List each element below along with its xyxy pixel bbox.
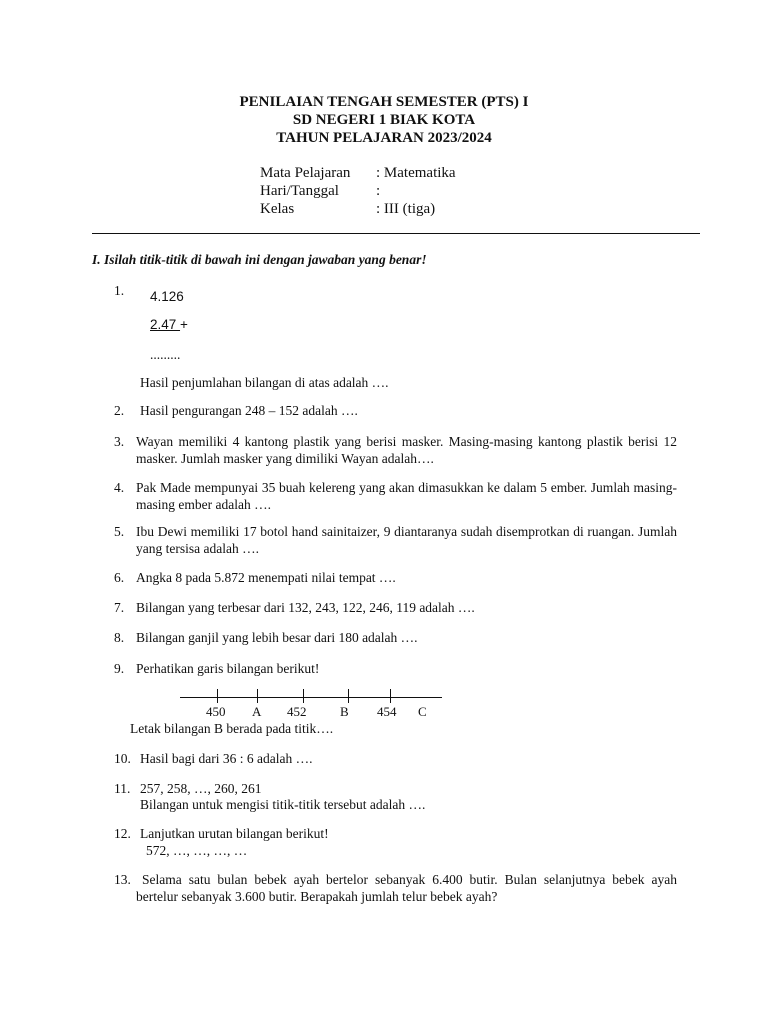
number-line-tick <box>217 689 218 703</box>
q13-text: Selama satu bulan bebek ayah bertelor sebanyak 6.400 butir. Bulan selanjutnya bebek ayah bertelur sebanyak 3.600 butir. Berapakah jumlah telur bebek ayah? <box>136 872 677 904</box>
subject-label: Mata Pelajaran <box>260 165 351 181</box>
q1-answer-dots: ......... <box>150 347 181 362</box>
number-line-label: 450 <box>206 704 226 719</box>
number-line-label: B <box>340 704 349 719</box>
q6-number: 6. <box>114 570 125 585</box>
number-line-tick <box>257 689 258 703</box>
number-line-label: C <box>418 704 427 719</box>
class-label: Kelas <box>260 201 295 217</box>
q1-number: 1. <box>114 283 125 298</box>
q4-number: 4. <box>114 480 125 495</box>
q8-number: 8. <box>114 630 125 645</box>
date-value: : <box>376 183 381 199</box>
class-value: : III (tiga) <box>376 201 436 217</box>
number-line-label: A <box>252 704 262 719</box>
number-line-tick <box>348 689 349 703</box>
q11-subtext: Bilangan untuk mengisi titik-titik tersebut adalah …. <box>140 797 426 812</box>
q4-text: Pak Made mempunyai 35 buah kelereng yang akan dimasukkan ke dalam 5 ember. Jumlah masing-masing ember adalah …. <box>136 480 677 512</box>
q2-number: 2. <box>114 403 125 418</box>
q11-number: 11. <box>114 781 131 796</box>
number-line-tick <box>303 689 304 703</box>
q12-text: Lanjutkan urutan bilangan berikut! <box>140 826 329 841</box>
q9-text: Perhatikan garis bilangan berikut! <box>136 661 320 676</box>
number-line-label: 454 <box>377 704 397 719</box>
section-title: I. Isilah titik-titik di bawah ini dengan jawaban yang benar! <box>92 252 427 267</box>
q12-subtext: 572, …, …, …, … <box>146 843 248 858</box>
number-line-label: 452 <box>287 704 307 719</box>
q3-number: 3. <box>114 434 125 449</box>
q7-text: Bilangan yang terbesar dari 132, 243, 122, 246, 119 adalah …. <box>136 600 475 615</box>
subject-value: : Matematika <box>376 165 456 181</box>
q5-number: 5. <box>114 524 125 539</box>
q1-text: Hasil penjumlahan bilangan di atas adalah …. <box>140 375 389 390</box>
q2-text: Hasil pengurangan 248 – 152 adalah …. <box>140 403 358 418</box>
q1-addend-bottom-value: 2.47 <box>150 317 181 332</box>
q5-text: Ibu Dewi memiliki 17 botol hand sainitaizer, 9 diantaranya sudah disemprotkan di ruangan. Jumlah yang tersisa adalah …. <box>136 524 677 556</box>
q3-text: Wayan memiliki 4 kantong plastik yang berisi masker. Masing-masing kantong plastik berisi 12 masker. Jumlah masker yang dimiliki Wayan adalah…. <box>136 434 677 466</box>
header-divider <box>92 233 700 234</box>
q1-plus-sign: + <box>180 317 188 332</box>
q10-text: Hasil bagi dari 36 : 6 adalah …. <box>140 751 313 766</box>
q12-number: 12. <box>114 826 131 841</box>
number-line <box>180 697 442 698</box>
exam-title: PENILAIAN TENGAH SEMESTER (PTS) I <box>239 94 529 110</box>
school-name: SD NEGERI 1 BIAK KOTA <box>292 112 476 128</box>
q11-text: 257, 258, …, 260, 261 <box>140 781 262 796</box>
q1-addend-bottom <box>150 317 188 332</box>
date-label: Hari/Tanggal <box>260 183 339 199</box>
q13-number: 13. <box>114 872 131 887</box>
q9-subtext: Letak bilangan B berada pada titik…. <box>130 721 334 736</box>
number-line-tick <box>390 689 391 703</box>
q6-text: Angka 8 pada 5.872 menempati nilai tempat …. <box>136 570 396 585</box>
q9-number: 9. <box>114 661 125 676</box>
q10-number: 10. <box>114 751 131 766</box>
school-year: TAHUN PELAJARAN 2023/2024 <box>276 130 492 146</box>
q8-text: Bilangan ganjil yang lebih besar dari 180 adalah …. <box>136 630 418 645</box>
q7-number: 7. <box>114 600 125 615</box>
q1-addend-top: 4.126 <box>150 289 184 304</box>
